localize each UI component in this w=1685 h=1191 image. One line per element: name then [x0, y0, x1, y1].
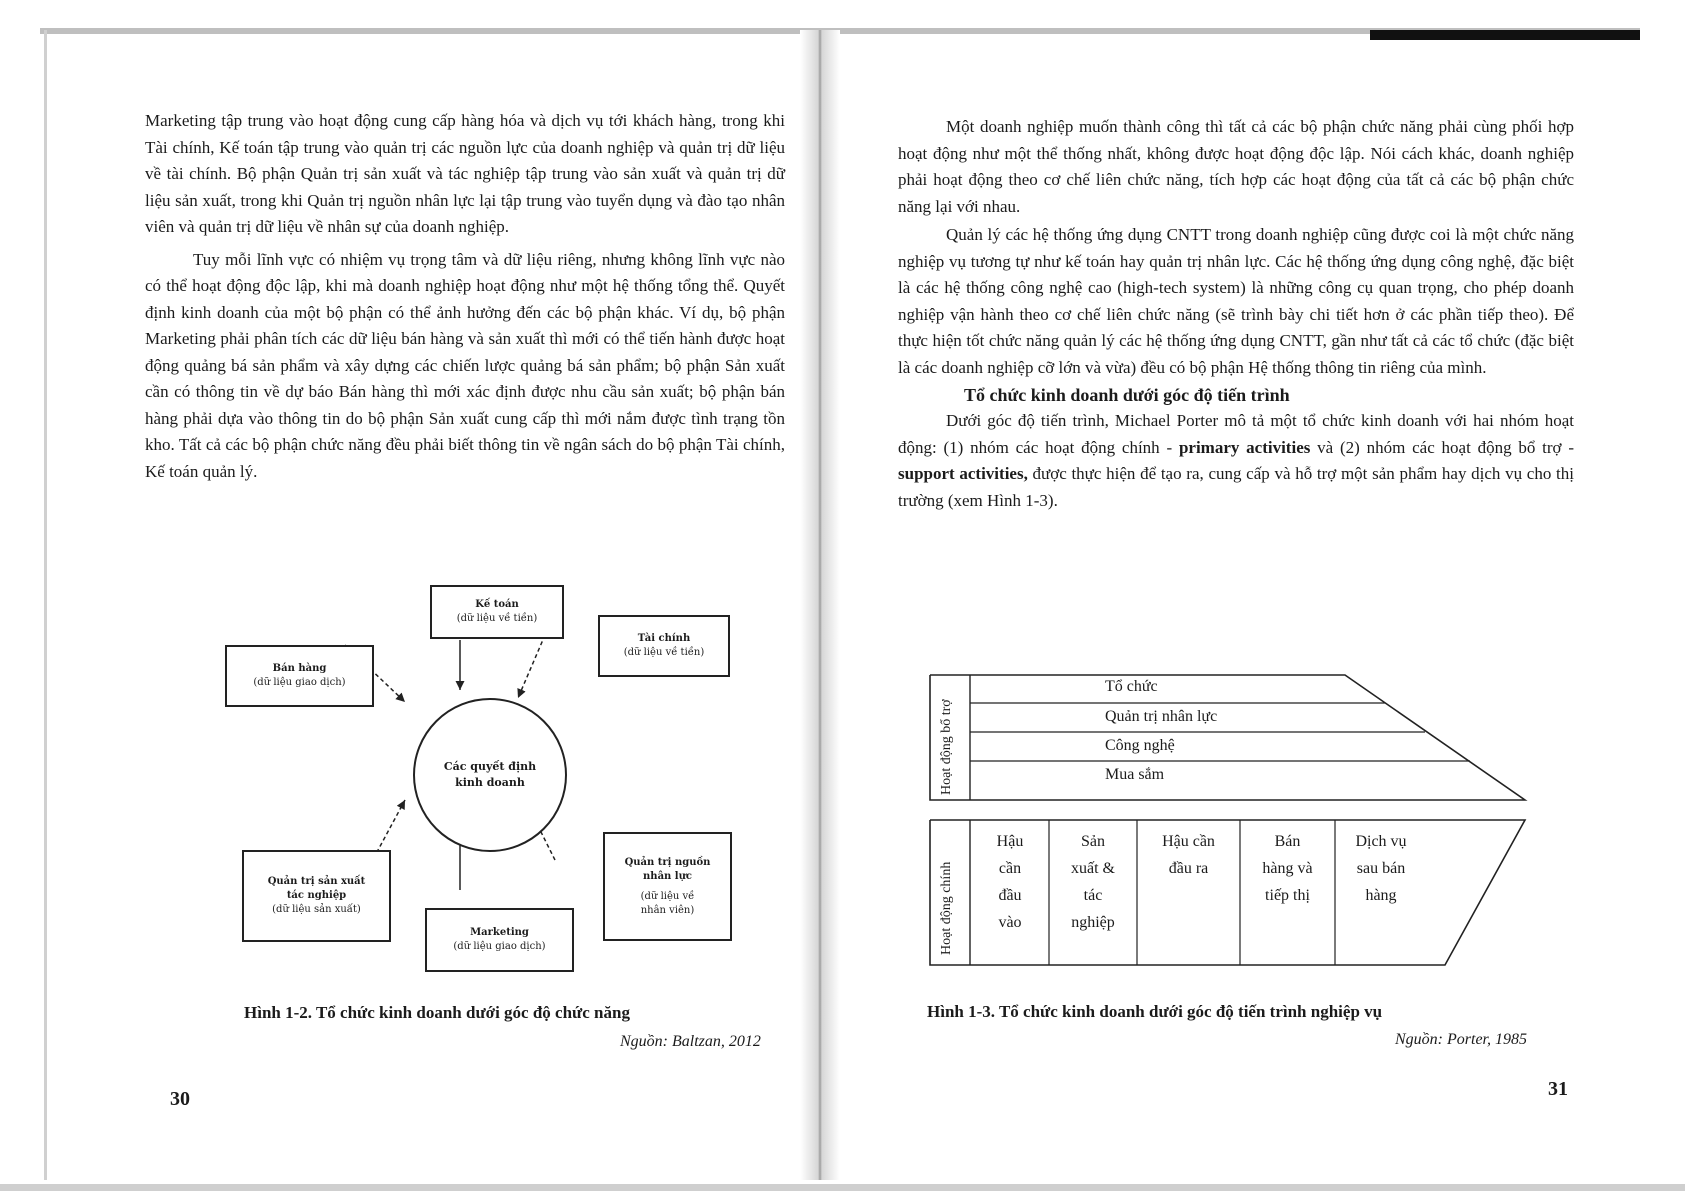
san-xuat-sub: (dữ liệu sản xuất) — [272, 904, 361, 915]
scan-left-edge — [44, 30, 47, 1180]
section-heading: Tổ chức kinh doanh dưới góc độ tiến trình — [964, 385, 1290, 405]
cell-operations — [1051, 828, 1135, 936]
outbound-line: đầu ra — [1168, 860, 1209, 877]
cell-after-sales-service — [1335, 828, 1427, 909]
box-marketing — [425, 908, 574, 972]
right-paragraph-3 — [898, 408, 1574, 514]
support-row-mua-sam: Mua sắm — [1105, 766, 1165, 783]
operations-line: nghiệp — [1071, 914, 1115, 931]
figure-1-3-source — [1395, 1031, 1527, 1049]
value-chain-diagram — [925, 670, 1565, 970]
page-number-right: 31 — [1548, 1078, 1568, 1100]
cell-outbound-logistics — [1139, 828, 1238, 882]
right-page-text — [898, 114, 1574, 514]
ke-toan-title: Kế toán — [475, 599, 519, 610]
support-row-nhan-luc: Quản trị nhân lực — [1105, 708, 1218, 725]
operations-line: Sản — [1081, 833, 1105, 850]
box-ke-toan — [430, 585, 564, 639]
scan-top-shadow — [1370, 30, 1640, 40]
inbound-line: vào — [998, 914, 1022, 931]
figure-1-3-source-label: Nguồn: — [1395, 1031, 1443, 1048]
center-line-1: Các quyết định — [443, 760, 537, 773]
ke-toan-sub: (dữ liệu về tiền) — [456, 613, 538, 624]
left-paragraph-2: Tuy mỗi lĩnh vực có nhiệm vụ trọng tâm và dữ liệu riêng, nhưng không lĩnh vực nào có thể hoạt động độc lập, khi mà doanh nghiệp hoạt động như một hệ thống tổng thể. Quyết định kinh doanh của một bộ phận có thể ảnh hưởng đến các bộ phận khác. Ví dụ, bộ phận Marketing phải phân tích các dữ liệu bán hàng và sản xuất thì mới có thể tiến hành được hoạt động quảng bá sản phẩm và xây dựng các chiến lược quảng bá sản phẩm; bộ phận Sản xuất cần có thông tin về dự báo Bán hàng thì mới xác định được nhu cầu sản xuất; bộ phận bán hàng phải dựa vào thông tin do bộ phận Sản xuất cung cấp thì mới nắm được tình trạng tồn kho. Tất cả các bộ phận chức năng đều phải biết thông tin về ngân sách do bộ phận Tài chính, Kế toán quản lý. — [145, 249, 785, 481]
san-xuat-title-2: tác nghiệp — [286, 890, 347, 901]
sales-line: hàng và — [1262, 860, 1313, 877]
service-line: sau bán — [1356, 860, 1406, 877]
ban-hang-title: Bán hàng — [272, 663, 327, 674]
tai-chinh-title: Tài chính — [637, 633, 691, 644]
san-xuat-title-1: Quản trị sản xuất — [267, 876, 366, 887]
cell-sales-marketing — [1242, 828, 1333, 909]
marketing-title: Marketing — [470, 927, 529, 938]
sales-line: tiếp thị — [1265, 887, 1310, 904]
left-page-text — [145, 108, 785, 485]
nhan-luc-sub-2: nhân viên) — [640, 904, 695, 916]
service-line: Dịch vụ — [1355, 833, 1407, 850]
right-paragraph-2: Quản lý các hệ thống ứng dụng CNTT trong doanh nghiệp cũng được coi là một chức năng nghiệp vụ tương tự như kế toán hay quản trị nhân lực. Các hệ thống ứng dụng công nghệ, đặc biệt là các hệ thống công nghệ cao (high-tech system) là những công cụ quan trọng, cho phép doanh nghiệp vận hành theo cơ chế liên chức năng (sẽ trình bày chi tiết hơn ở các phần tiếp theo). Để thực hiện tốt chức năng quản lý các hệ thống ứng dụng CNTT, gần như tất cả các tổ chức (đặc biệt là các doanh nghiệp cỡ lớn và vừa) đều có bộ phận Hệ thống thông tin riêng của mình. — [898, 225, 1574, 377]
box-ban-hang — [225, 645, 374, 707]
nhan-luc-sub-1: (dữ liệu về — [640, 890, 695, 902]
operations-line: tác — [1083, 887, 1103, 904]
left-paragraph-1: Marketing tập trung vào hoạt động cung cấp hàng hóa và dịch vụ tới khách hàng, trong khi Tài chính, Kế toán tập trung vào quản trị các nguồn lực của doanh nghiệp và quản trị dữ liệu về tài chính. Bộ phận Quản trị sản xuất và tác nghiệp tập trung vào sản xuất và quản trị dữ liệu sản xuất, trong khi Quản trị nguồn nhân lực lại tập trung vào tuyển dụng và đào tạo nhân viên và quản trị dữ liệu về nhân sự của doanh nghiệp. — [145, 111, 785, 236]
service-line: hàng — [1365, 887, 1397, 904]
right-paragraph-1: Một doanh nghiệp muốn thành công thì tất cả các bộ phận chức năng phải cùng phối hợp hoạt động như một thể thống nhất, không được hoạt động độc lập. Nói cách khác, doanh nghiệp phải hoạt động theo cơ chế liên chức năng, tích hợp các hoạt động của tất cả các bộ phận chức năng lại với nhau. — [898, 117, 1574, 216]
outbound-line: Hậu cần — [1162, 833, 1215, 850]
inbound-line: Hậu — [996, 833, 1024, 850]
box-quan-tri-san-xuat — [242, 850, 391, 942]
inbound-line: cần — [998, 860, 1022, 877]
tai-chinh-sub: (dữ liệu về tiền) — [623, 647, 705, 658]
scan-bottom-edge — [0, 1184, 1685, 1191]
p3-primary-activities: primary activities — [1178, 437, 1311, 457]
support-row-to-chuc: Tổ chức — [1105, 678, 1158, 695]
sales-line: Bán — [1274, 833, 1301, 850]
p3-part-c: và (2) nhóm các hoạt động bổ trợ - — [1310, 437, 1574, 457]
support-activities-label: Hoạt động bổ trợ — [939, 699, 954, 795]
functional-diagram — [200, 590, 760, 990]
operations-line: xuất & — [1071, 860, 1115, 877]
circle-business-decisions — [413, 698, 567, 852]
cell-inbound-logistics — [975, 828, 1045, 936]
primary-activities-label: Hoạt động chính — [939, 861, 954, 955]
page-number-left: 30 — [170, 1088, 190, 1110]
figure-1-2-caption: Hình 1-2. Tổ chức kinh doanh dưới góc độ chức năng — [244, 1003, 630, 1022]
figure-1-2-source-label: Nguồn: — [620, 1033, 668, 1050]
figure-1-2-source — [620, 1033, 761, 1051]
figure-1-2-source-value: Baltzan, 2012 — [672, 1033, 761, 1050]
inbound-line: đầu — [998, 887, 1022, 904]
marketing-sub: (dữ liệu giao dịch) — [453, 941, 546, 952]
nhan-luc-title-1: Quản trị nguồn — [624, 856, 711, 868]
p3-part-e: được thực hiện để tạo ra, cung cấp và hỗ trợ một sản phẩm hay dịch vụ cho thị trường (xem Hình 1-3). — [898, 464, 1574, 510]
box-tai-chinh — [598, 615, 730, 677]
p3-support-activities: support activities, — [898, 464, 1028, 483]
figure-1-3-caption: Hình 1-3. Tổ chức kinh doanh dưới góc độ tiến trình nghiệp vụ — [927, 1002, 1383, 1021]
box-quan-tri-nhan-luc — [603, 832, 732, 941]
p3-part-a: Dưới góc độ tiến trình, Michael Porter mô tả một tổ chức kinh doanh với hai nhóm hoạt động: (1) nhóm các hoạt động chính - — [898, 411, 1574, 457]
book-gutter — [800, 30, 840, 1180]
ban-hang-sub: (dữ liệu giao dịch) — [253, 677, 346, 688]
support-row-cong-nghe: Công nghệ — [1105, 737, 1175, 754]
center-line-2: kinh doanh — [455, 776, 525, 789]
nhan-luc-title-2: nhân lực — [643, 870, 692, 882]
figure-1-3-source-value: Porter, 1985 — [1447, 1031, 1527, 1048]
